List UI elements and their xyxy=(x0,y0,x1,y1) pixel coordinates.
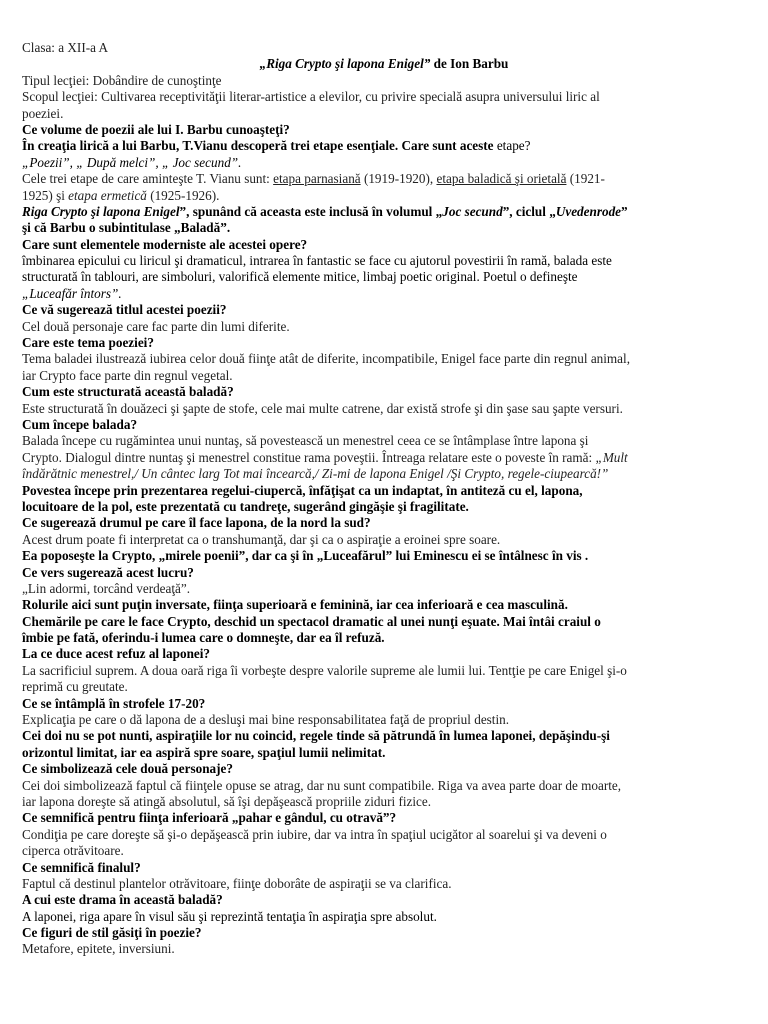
answer-cup-line-1: Condiţia pe care doreşte să şi-o depăşească prin iubire, dar va intra în spaţiul ucigător al soarelui şi va deveni o xyxy=(22,826,607,842)
text: (1925-1926). xyxy=(146,187,220,203)
answer-beginning-line-3: îndărătnic menestrel,/ Un cântec larg Tot mai încearcă,/ Zi-mi de lapona Enigel /Şi Crypto, regele-ciupearcă!” xyxy=(22,466,609,482)
answer-theme-line-2: iar Crypto face parte din regnul vegetal. xyxy=(22,367,233,383)
text: 1925) şi xyxy=(22,187,69,203)
question-ending: Ce semnifică finalul? xyxy=(22,859,141,875)
class-label: Clasa: a XII-a A xyxy=(22,40,109,55)
question-structure: Cum este structurată această baladă? xyxy=(22,384,234,400)
statement-roles: Rolurile aici sunt puţin inversate, fiinţa superioară e feminină, iar cea inferioară e cea masculină. xyxy=(22,597,568,613)
statement-story-line-1: Povestea începe prin prezentarea regelui-ciupercă, înfăţişat ca un indaptat, în antiteză cu el, lapona, xyxy=(22,482,583,498)
answer-volumes: „Poezii”, „ După melci”, „ Joc secund”. xyxy=(22,154,242,170)
answer-cup-line-2: ciperca otrăvitoare. xyxy=(22,843,124,859)
question-cup: Ce semnifică pentru fiinţa inferioară „pahar e gândul, cu otravă”? xyxy=(22,810,397,826)
poem-title: „Riga Crypto şi lapona Enigel” xyxy=(259,56,431,72)
question-theme: Care este tema poeziei? xyxy=(22,335,154,351)
text: ” xyxy=(621,203,628,219)
answer-modernist-line-3: „Luceafăr întors”. xyxy=(22,285,122,301)
text: Joc secund xyxy=(442,203,503,219)
author: de Ion Barbu xyxy=(430,56,509,72)
question-journey: Ce sugerează drumul pe care îl face lapona, de la nord la sud? xyxy=(22,515,371,531)
statement-aspirations-line-2: orizontul limitat, iar ea aspiră spre soare, spaţiul lumii nelimitat. xyxy=(22,744,386,760)
answer-structure: Este structurată în douăzeci şi şapte de stofe, cele mai multe catrene, dar există strofe şi din şase sau şapte versuri. xyxy=(22,400,623,416)
text: Crypto. Dialogul dintre nuntaş şi menestrel constitue rama poveştii. Întreaga relatare este o poveste în ramă: xyxy=(22,449,596,465)
answer-ending: Faptul că destinul plantelor otrăvitoare, fiinţe doborâte de aspiraţii se va clarifica. xyxy=(22,875,452,891)
answer-journey: Acest drum poate fi interpretat ca o transhumanţă, dar şi ca o aspiraţie a eroinei spre soare. xyxy=(22,531,501,547)
lesson-goal-line-1: Scopul lecţiei: Cultivarea receptivităţii literar-artistice a elevilor, cu privire specială asupra universului liric al xyxy=(22,89,600,105)
text: Uvedenrode xyxy=(555,203,622,219)
question-verse: Ce vers sugerează acest lucru? xyxy=(22,564,194,580)
answer-stanzas: Explicaţia pe care o dă lapona de a desluşi mai bine responsabilitatea faţă de propriul destin. xyxy=(22,712,510,728)
stage-hermetic: etapa ermetică xyxy=(68,187,147,203)
question-stages-rest: etape? xyxy=(493,138,531,154)
question-stages-bold: În creaţia lirică a lui Barbu, T.Vianu descoperă trei etape esenţiale. Care sunt aceste xyxy=(22,138,494,154)
document-page xyxy=(22,40,746,958)
text: (1921- xyxy=(566,171,605,187)
answer-beginning-line-1: Balada începe cu rugămintea unui nuntaş, să povestească un menestrel ceea ce se întâmplase între lapona şi xyxy=(22,433,589,449)
question-volumes: Ce volume de poezii ale lui I. Barbu cunoaşteţi? xyxy=(22,121,290,137)
question-figures: Ce figuri de stil găsiţi în poezie? xyxy=(22,925,202,941)
answer-beginning-line-2 xyxy=(22,450,746,466)
answer-title: Cel două personaje care fac parte din lumi diferite. xyxy=(22,318,290,334)
question-drama: A cui este drama în această baladă? xyxy=(22,892,223,908)
text: ”, spunând că aceasta este inclusă în volumul „ xyxy=(179,203,443,219)
answer-modernist-line-1: îmbinarea epicului cu liricul şi dramaticul, intrarea în fantastic se face cu ajutorul povestirii în ramă, balada este xyxy=(22,253,612,269)
answer-refusal-line-2: reprimă cu greutate. xyxy=(22,679,128,695)
question-modernist: Care sunt elementele moderniste ale acestei opere? xyxy=(22,236,308,252)
answer-figures: Metafore, epitete, inversiuni. xyxy=(22,941,175,957)
stage-ballad: etapa baladică şi orietală xyxy=(436,171,567,187)
stage-parnasian: etapa parnasiană xyxy=(273,171,361,187)
lesson-type: Tipul lecţiei: Dobândire de cunoştinţe xyxy=(22,72,222,88)
question-title: Ce vă sugerează titlul acestei poezii? xyxy=(22,302,227,318)
lesson-title xyxy=(22,56,746,72)
question-symbols: Ce simbolizează cele două personaje? xyxy=(22,761,233,777)
question-stages xyxy=(22,138,746,154)
statement-calls-line-1: Chemările pe care le face Crypto, deschid un spectacol dramatic al unei nunţi eşuate. Mai întâi craiul o xyxy=(22,613,601,629)
text: „Mult xyxy=(595,449,628,465)
answer-verse: „Lin adormi, torcând verdeaţă”. xyxy=(22,580,191,596)
text: Riga Crypto şi lapona Enigel xyxy=(22,203,180,219)
lesson-goal-line-2: poeziei. xyxy=(22,105,64,121)
answer-symbols-line-1: Cei doi simbolizează faptul că fiinţele opuse se atrag, dar nu sunt compatibile. Riga va avea parte doar de moarte, xyxy=(22,777,622,793)
text: ”, ciclul „ xyxy=(502,203,556,219)
answer-modernist-line-2: structurată în tablouri, are simboluri, valorifică elemente mitice, limbaj poetic original. Poetul o defineşte xyxy=(22,269,578,285)
answer-refusal-line-1: La sacrificiul suprem. A doua oară riga îi vorbeşte despre valorile supreme ale lumii lui. Tentţie pe care Enigel şi-o xyxy=(22,662,627,678)
volume-info-line-2: şi că Barbu o subintitulase „Baladă”. xyxy=(22,220,231,236)
answer-stages-line-1 xyxy=(22,171,746,187)
statement-calls-line-2: îmbie pe fată, oferindu-i lumea care o domneşte, dar ea îl refuză. xyxy=(22,630,385,646)
statement-aspirations-line-1: Cei doi nu se pot nunti, aspiraţiile lor nu coincid, regele tinde să pătrundă în lumea laponei, depăşindu-şi xyxy=(22,728,610,744)
answer-symbols-line-2: iar lapona doreşte să atingă absolutul, să îşi depăşească propriile ziduri fizice. xyxy=(22,793,432,809)
text: (1919-1920), xyxy=(360,171,437,187)
answer-drama: A laponei, riga apare în visul său şi reprezintă tentaţia în aspiraţia spre absolut. xyxy=(22,908,437,924)
question-beginning: Cum începe balada? xyxy=(22,416,138,432)
text: Cele trei etape de care aminteşte T. Vianu sunt: xyxy=(22,171,274,187)
question-stanzas: Ce se întâmplă în strofele 17-20? xyxy=(22,695,206,711)
statement-story-line-2: locuitoare de la pol, este prezentată cu tandreţe, sugerând gingăşie şi fragilitate. xyxy=(22,498,469,514)
volume-info-line-1 xyxy=(22,204,746,220)
statement-dream: Ea poposeşte la Crypto, „mirele poenii”, dar ca şi în „Luceafărul” lui Eminescu ei se întâlnesc în vis . xyxy=(22,548,589,564)
answer-theme-line-1: Tema baladei ilustrează iubirea celor două fiinţe atât de diferite, incompatibile, Enigel face parte din regnul animal, xyxy=(22,351,630,367)
answer-stages-line-2 xyxy=(22,188,746,204)
question-refusal: La ce duce acest refuz al laponei? xyxy=(22,646,211,662)
